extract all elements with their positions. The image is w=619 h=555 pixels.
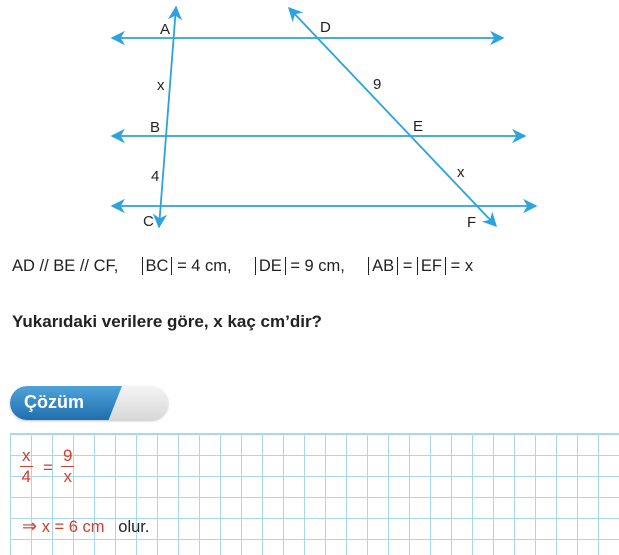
solution-badge xyxy=(10,386,168,420)
implies-arrow-icon: ⇒ xyxy=(22,516,38,536)
transversal-right xyxy=(289,8,496,226)
solution-grid xyxy=(10,433,619,555)
abs-ab: AB xyxy=(368,257,398,275)
fraction-equals: = xyxy=(43,458,53,477)
equals-sign: = xyxy=(402,257,413,275)
solution-result xyxy=(22,516,149,537)
transversal-left xyxy=(159,7,176,227)
point-label-f: F xyxy=(467,214,477,231)
segment-label-ef: x xyxy=(457,164,465,181)
fraction2-numerator: 9 xyxy=(63,446,73,465)
segment-label-bc: 4 xyxy=(151,168,160,185)
point-label-a: A xyxy=(160,21,171,38)
fraction1-numerator: x xyxy=(22,446,31,465)
fraction2-denominator: x xyxy=(63,467,72,486)
de-value: = 9 cm, xyxy=(290,257,345,275)
point-label-b: B xyxy=(150,119,161,136)
given-statement xyxy=(12,257,473,276)
result-equation: x = 6 cm xyxy=(41,518,105,536)
abs-ef: EF xyxy=(417,257,446,275)
point-label-d: D xyxy=(320,19,331,36)
fraction-9-over-x xyxy=(61,446,74,487)
abs-de: DE xyxy=(255,257,286,275)
segment-label-ab: x xyxy=(157,77,165,94)
point-label-c: C xyxy=(143,213,154,230)
geometry-figure xyxy=(0,0,619,240)
abs-bc: BC xyxy=(142,257,173,275)
ef-value: = x xyxy=(450,257,474,275)
result-suffix: olur. xyxy=(118,518,150,536)
point-label-e: E xyxy=(413,118,424,135)
bc-value: = 4 cm, xyxy=(177,257,232,275)
fraction1-denominator: 4 xyxy=(21,467,31,486)
solution-badge-label: Çözüm xyxy=(24,392,84,412)
segment-label-de: 9 xyxy=(373,76,382,93)
fraction-x-over-4 xyxy=(20,446,33,487)
question-text: Yukarıdaki verilere göre, x kaç cm’dir? xyxy=(12,312,322,331)
parallel-statement: AD // BE // CF, xyxy=(12,257,119,275)
